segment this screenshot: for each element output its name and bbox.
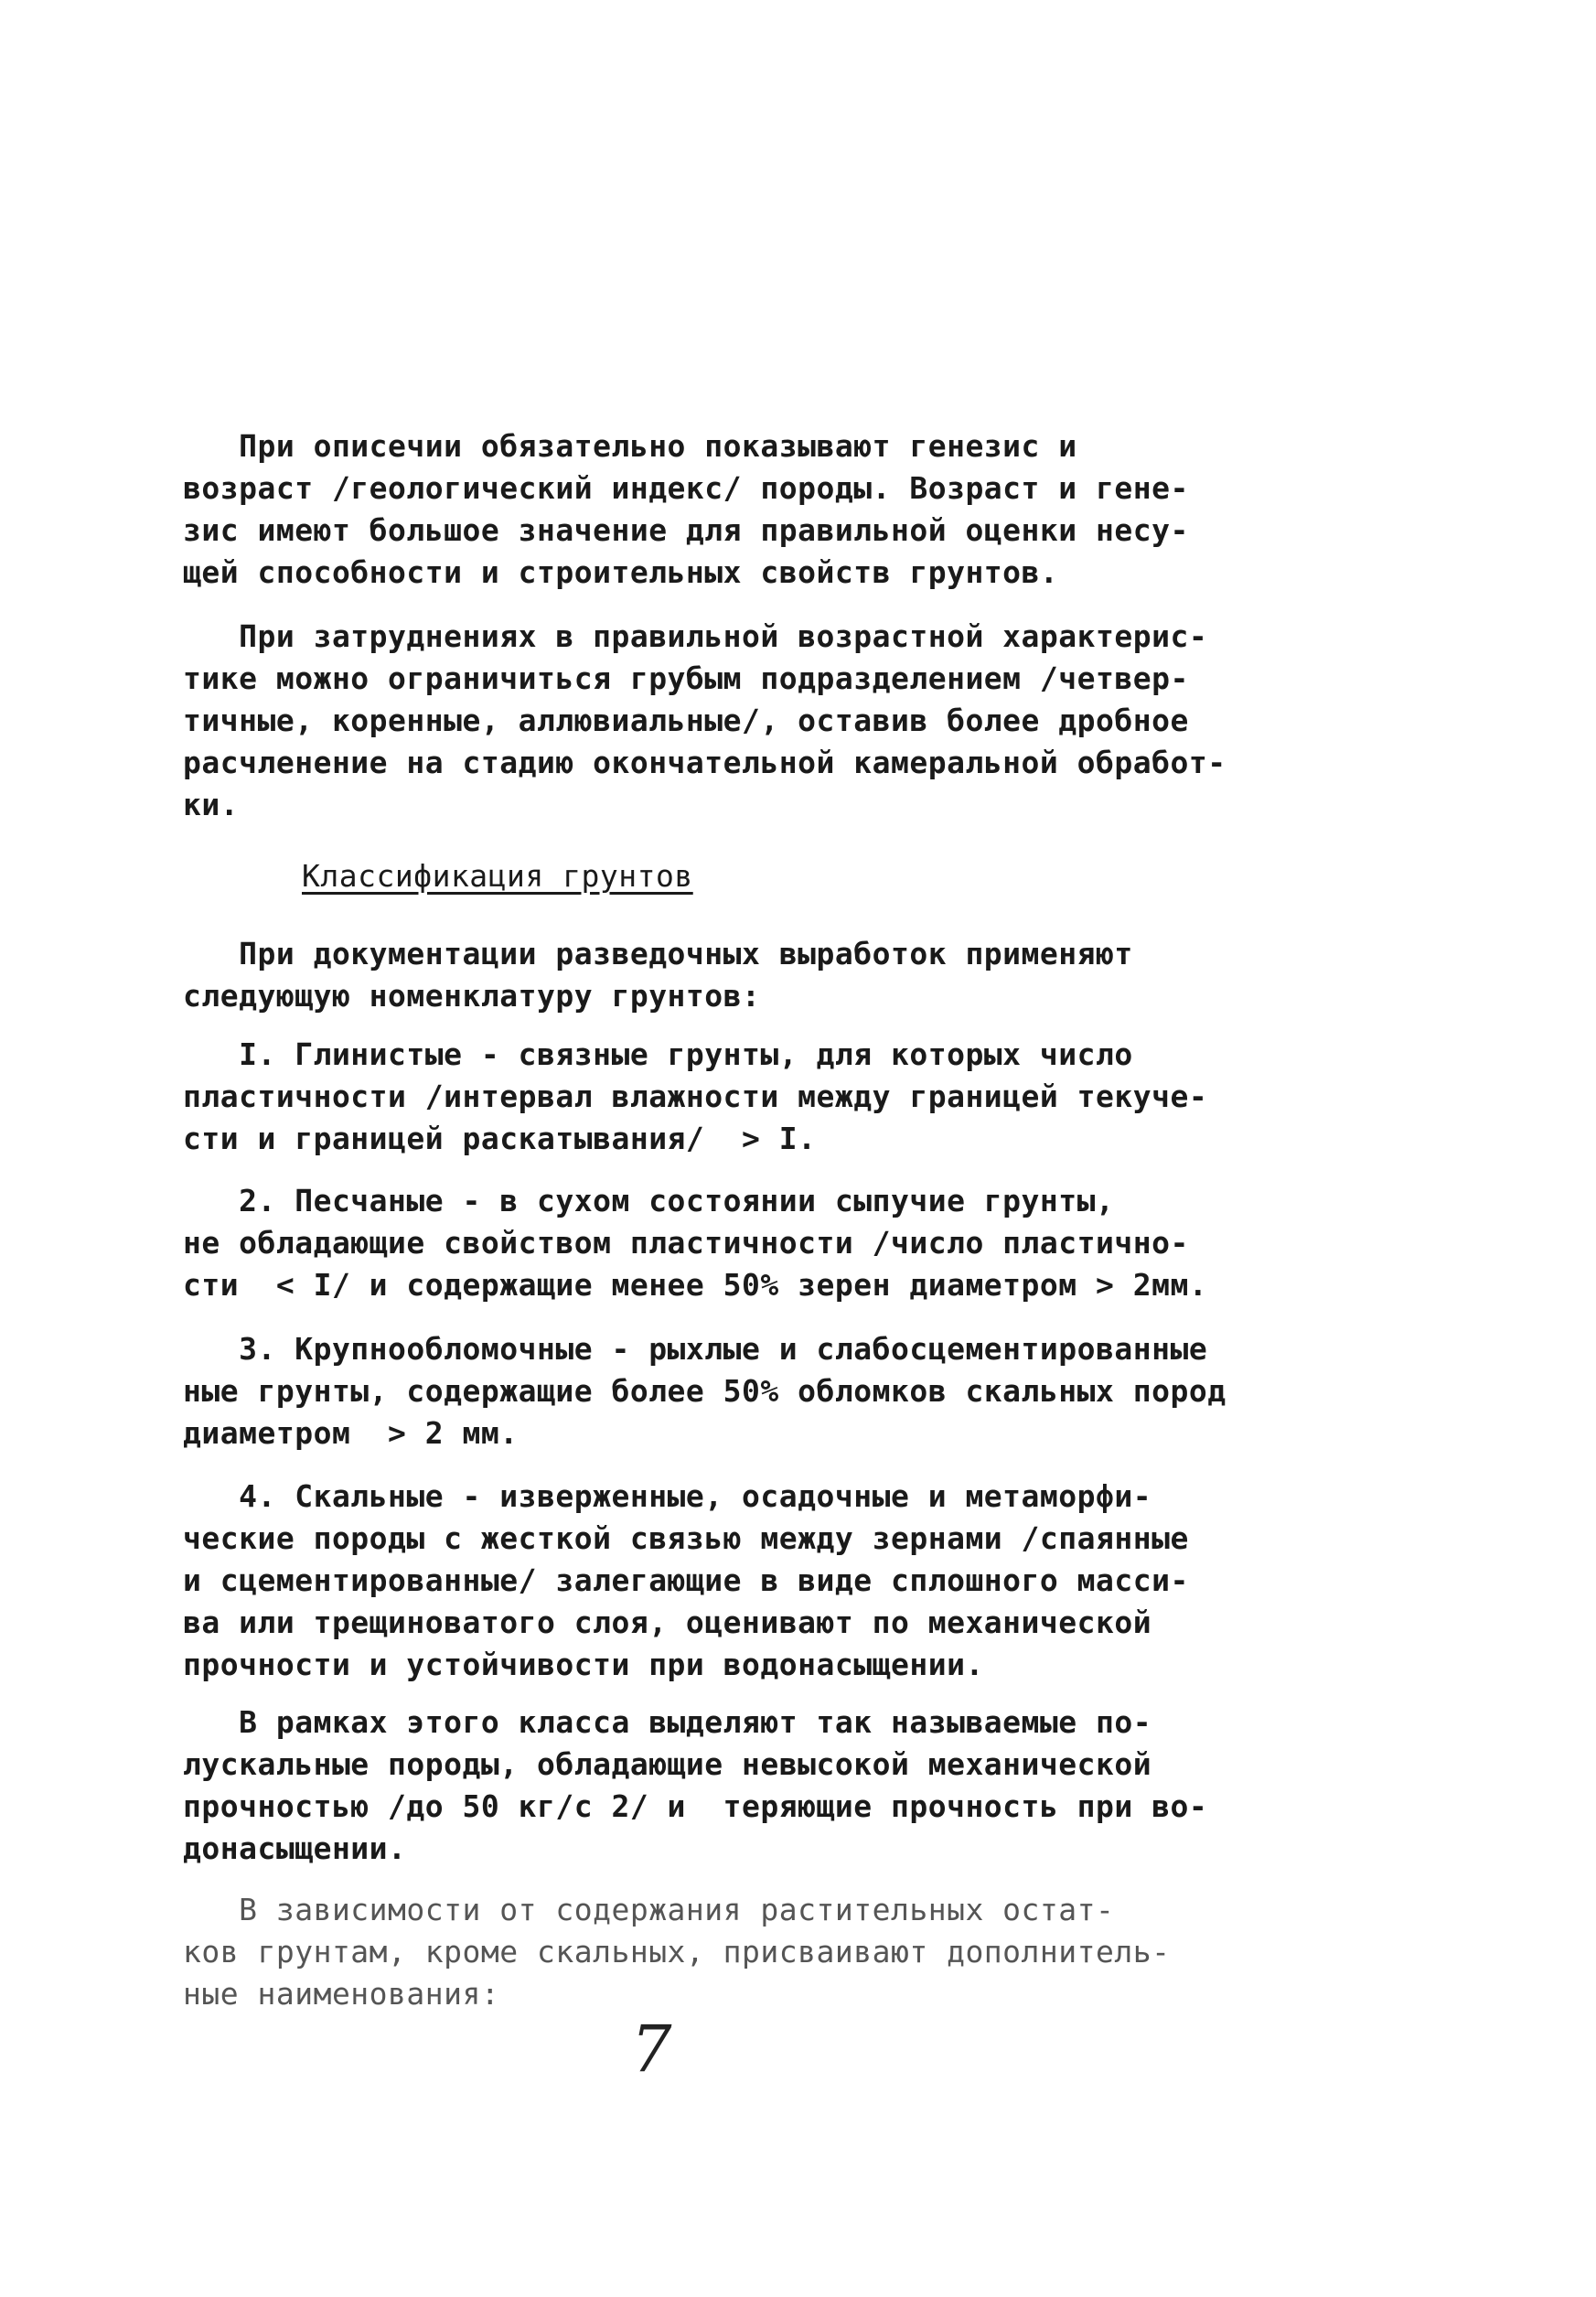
text-line: сти < I/ и содержащие менее 50% зерен диаметром > 2мм. — [183, 1267, 1208, 1303]
text-line: 3. Крупнообломочные - рыхлые и слабосцементированные — [183, 1331, 1208, 1367]
paragraph-sand — [183, 1180, 1208, 1306]
text-line: тичные, коренные, аллювиальные/, оставив более дробное — [183, 703, 1189, 738]
text-line: возраст /геологический индекс/ породы. Возраст и гене- — [183, 470, 1189, 506]
text-line: I. Глинистые - связные грунты, для которых число — [183, 1036, 1133, 1072]
text-line: донасыщении. — [183, 1830, 407, 1866]
page-number: 7 — [631, 2012, 672, 2087]
text-line: При затруднениях в правильной возрастной характерис- — [183, 618, 1208, 654]
text-line: 4. Скальные - изверженные, осадочные и метаморфи- — [183, 1478, 1152, 1514]
text-line: прочности и устойчивости при водонасыщении. — [183, 1647, 984, 1682]
text-line: и сцементированные/ залегающие в виде сплошного масси- — [183, 1562, 1189, 1598]
text-line: ва или трещиноватого слоя, оценивают по механической — [183, 1605, 1152, 1640]
text-line: При документации разведочных выработок применяют — [183, 936, 1133, 971]
text-line: При описечии обязательно показывают генезис и — [183, 428, 1077, 464]
text-line: тике можно ограничиться грубым подразделением /четвер- — [183, 660, 1189, 696]
text-line: диаметром > 2 мм. — [183, 1415, 519, 1451]
text-line: прочностью /до 50 кг/с 2/ и теряющие прочность при во- — [183, 1788, 1208, 1824]
text-line: сти и границей раскатывания/ > I. — [183, 1121, 817, 1156]
text-line: пластичности /интервал влажности между границей текуче- — [183, 1079, 1208, 1114]
section-heading: Классификация грунтов — [302, 858, 693, 894]
paragraph-nomenclature — [183, 933, 1171, 1017]
text-line: В зависимости от содержания растительных остат- — [183, 1892, 1115, 1927]
text-line: ные наименования: — [183, 1976, 500, 2012]
text-line: лускальные породы, обладающие невысокой механической — [183, 1746, 1152, 1782]
paragraph-age-characteristic — [183, 616, 1226, 826]
paragraph-semirock — [183, 1701, 1208, 1870]
text-line: не обладающие свойством пластичности /число пластично- — [183, 1225, 1189, 1261]
text-line: расчленение на стадию окончательной камеральной обработ- — [183, 745, 1226, 780]
paragraph-genesis — [183, 425, 1189, 594]
paragraph-coarse — [183, 1328, 1226, 1454]
text-line: ческие породы с жесткой связью между зернами /спаянные — [183, 1520, 1189, 1556]
paragraph-rock — [183, 1476, 1189, 1686]
paragraph-organic — [183, 1889, 1171, 2015]
text-line: В рамках этого класса выделяют так называемые по- — [183, 1704, 1152, 1740]
text-line: ки. — [183, 787, 240, 822]
text-line: следующую номенклатуру грунтов: — [183, 978, 761, 1014]
text-line: 2. Песчаные - в сухом состоянии сыпучие грунты, — [183, 1183, 1115, 1218]
text-line: щей способности и строительных свойств грунтов. — [183, 554, 1059, 590]
text-line: ков грунтам, кроме скальных, присваивают дополнитель- — [183, 1934, 1171, 1970]
paragraph-clay — [183, 1034, 1208, 1160]
text-line: ные грунты, содержащие более 50% обломков скальных пород — [183, 1373, 1226, 1409]
text-line: зис имеют большое значение для правильной оценки несу- — [183, 512, 1189, 548]
